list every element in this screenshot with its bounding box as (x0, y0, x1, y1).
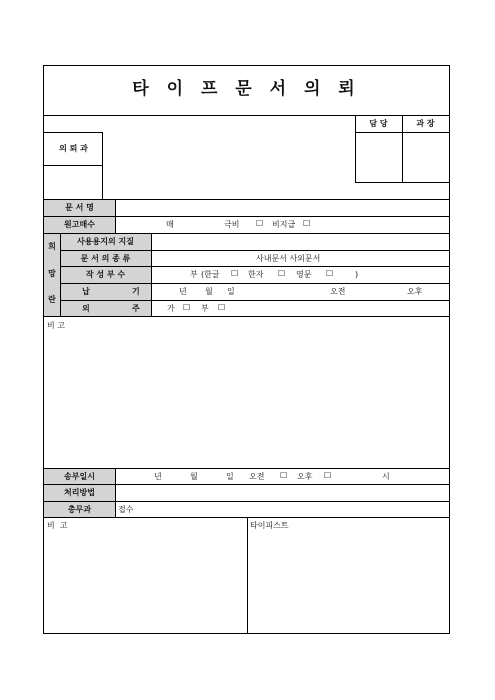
rule (44, 115, 449, 116)
copies-unit: 부 (190, 270, 198, 279)
rule (60, 283, 449, 284)
typist-field[interactable] (249, 533, 448, 631)
remarks-label: 비 고 (47, 321, 65, 330)
typing-request-form (43, 65, 450, 634)
remarks-field[interactable] (45, 332, 448, 466)
rule (44, 501, 449, 502)
copies-close: ) (355, 270, 359, 279)
divider (247, 517, 248, 633)
deadline-label-a: 납 (82, 287, 90, 296)
requesting-dept-label: 의 뢰 과 (59, 144, 88, 153)
confidential-checkbox[interactable]: ☐ (303, 219, 311, 228)
sent-hour: 시 (382, 472, 390, 481)
confidential-label: 비지급 (272, 220, 296, 229)
paper-field[interactable] (152, 234, 449, 250)
wish-label-1: 희 (48, 242, 56, 251)
requesting-dept-field[interactable] (45, 166, 102, 198)
doc-name-label: 문 서 명 (65, 203, 94, 212)
handling-field[interactable] (116, 485, 449, 501)
secret-checkbox[interactable]: ☐ (256, 219, 264, 228)
korean-checkbox[interactable]: ☐ (231, 269, 239, 278)
typist-label: 타이피스트 (250, 521, 289, 530)
deadline-am: 오전 (330, 287, 346, 296)
deadline-label-b: 기 (132, 287, 140, 296)
sent-am-label: 오전 (249, 472, 265, 481)
sent-month: 월 (190, 472, 198, 481)
sent-year: 년 (154, 472, 162, 481)
rule (44, 316, 449, 317)
rule (355, 182, 449, 183)
english-label: 영문 (296, 270, 312, 279)
external-label-a: 외 (82, 304, 90, 313)
sent-label: 송부일시 (64, 472, 95, 481)
sent-pm-checkbox[interactable]: ☐ (324, 471, 332, 480)
general-affairs-label: 총무과 (67, 505, 92, 514)
form-title: 타 이 프 문 서 의 뢰 (132, 79, 361, 99)
rule (60, 266, 449, 267)
external-yes-label: 가 (167, 304, 175, 313)
chinese-label: 한자 (248, 270, 264, 279)
external-no-label: 부 (201, 304, 209, 313)
rule (60, 300, 449, 301)
rule (60, 250, 449, 251)
doctype-value: 사내문서 사외문서 (256, 254, 321, 263)
korean-label: (한글 (201, 270, 220, 279)
manuscript-label: 원고매수 (64, 220, 95, 229)
doc-name-field[interactable] (116, 200, 449, 216)
manuscript-unit: 매 (166, 220, 174, 229)
paper-label: 사용용지의 지질 (77, 237, 134, 246)
copies-label: 작 성 부 수 (85, 270, 126, 279)
deadline-year: 년 (179, 287, 187, 296)
deadline-month: 월 (205, 287, 213, 296)
staff-stamp-field[interactable] (355, 133, 402, 182)
wish-label-2: 망 (48, 269, 56, 278)
sent-am-checkbox[interactable]: ☐ (280, 471, 288, 480)
sent-day: 일 (226, 472, 234, 481)
external-no-checkbox[interactable]: ☐ (218, 303, 226, 312)
external-yes-checkbox[interactable]: ☐ (183, 303, 191, 312)
chinese-checkbox[interactable]: ☐ (278, 269, 286, 278)
handling-label: 처리방법 (64, 488, 95, 497)
general-affairs-value: 접수 (118, 505, 134, 514)
secret-label: 극비 (224, 220, 240, 229)
english-checkbox[interactable]: ☐ (326, 269, 334, 278)
sent-pm-label: 오후 (297, 472, 313, 481)
deadline-pm: 오후 (407, 287, 423, 296)
remarks2-field[interactable] (45, 533, 245, 631)
deadline-day: 일 (227, 287, 235, 296)
external-label-b: 주 (132, 304, 140, 313)
manager-label: 과 장 (416, 119, 435, 128)
wish-label-3: 란 (48, 295, 56, 304)
manager-stamp-field[interactable] (402, 133, 449, 182)
staff-label: 담 당 (369, 119, 388, 128)
remarks2-label: 비 고 (47, 521, 68, 530)
doctype-label: 문 서 의 종 류 (80, 254, 131, 263)
